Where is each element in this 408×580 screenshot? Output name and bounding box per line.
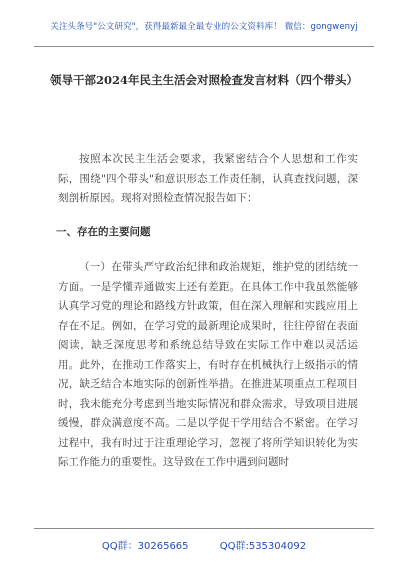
footer-qq-group-1: QQ群：30265665 <box>101 541 189 552</box>
document-body <box>58 150 358 473</box>
footer-divider <box>34 528 374 529</box>
header-banner: 关注头条号"公文研究"，获得最新最全最专业的公文资料库！ 微信：gongwenyj <box>50 22 358 32</box>
body-paragraph: （一）在带头严守政治纪律和政治规矩，维护党的团结统一方面。一是学懂弄通做实上还有差距。在具体工作中我虽然能够认真学习党的理论和路线方针政策，但在深入理解和实践应用上存在不足。例如，在学习党的最新理论成果时，往往停留在表面阅读，缺乏深度思考和系统总结导致在实际工作中难以灵活运用。此外，在推动工作落实上，有时存在机械执行上级指示的情况，缺乏结合本地实际的创新性举措。在推进某项重点工程项目时，我未能充分考虑到当地实际情况和群众需求，导致项目进展缓慢，群众满意度不高。二是以学促干学用结合不紧密。在学习过程中，我有时过于注重理论学习，忽视了将所学知识转化为实际工作能力的重要性。这导致在工作中遇到问题时 <box>58 261 358 468</box>
document-title: 领导干部2024年民主生活会对照检查发言材料（四个带头） <box>50 73 359 87</box>
section-heading: 一、存在的主要问题 <box>56 225 151 238</box>
header-divider <box>34 46 374 47</box>
intro-paragraph: 按照本次民主生活会要求，我紧密结合个人思想和工作实际，围绕"四个带头"和意识形态工作责任制，认真查找问题，深刻剖析原因。现将对照检查情况报告如下： <box>58 153 358 204</box>
footer <box>0 537 408 552</box>
footer-qq-group-2: QQ群:535304092 <box>219 541 307 552</box>
